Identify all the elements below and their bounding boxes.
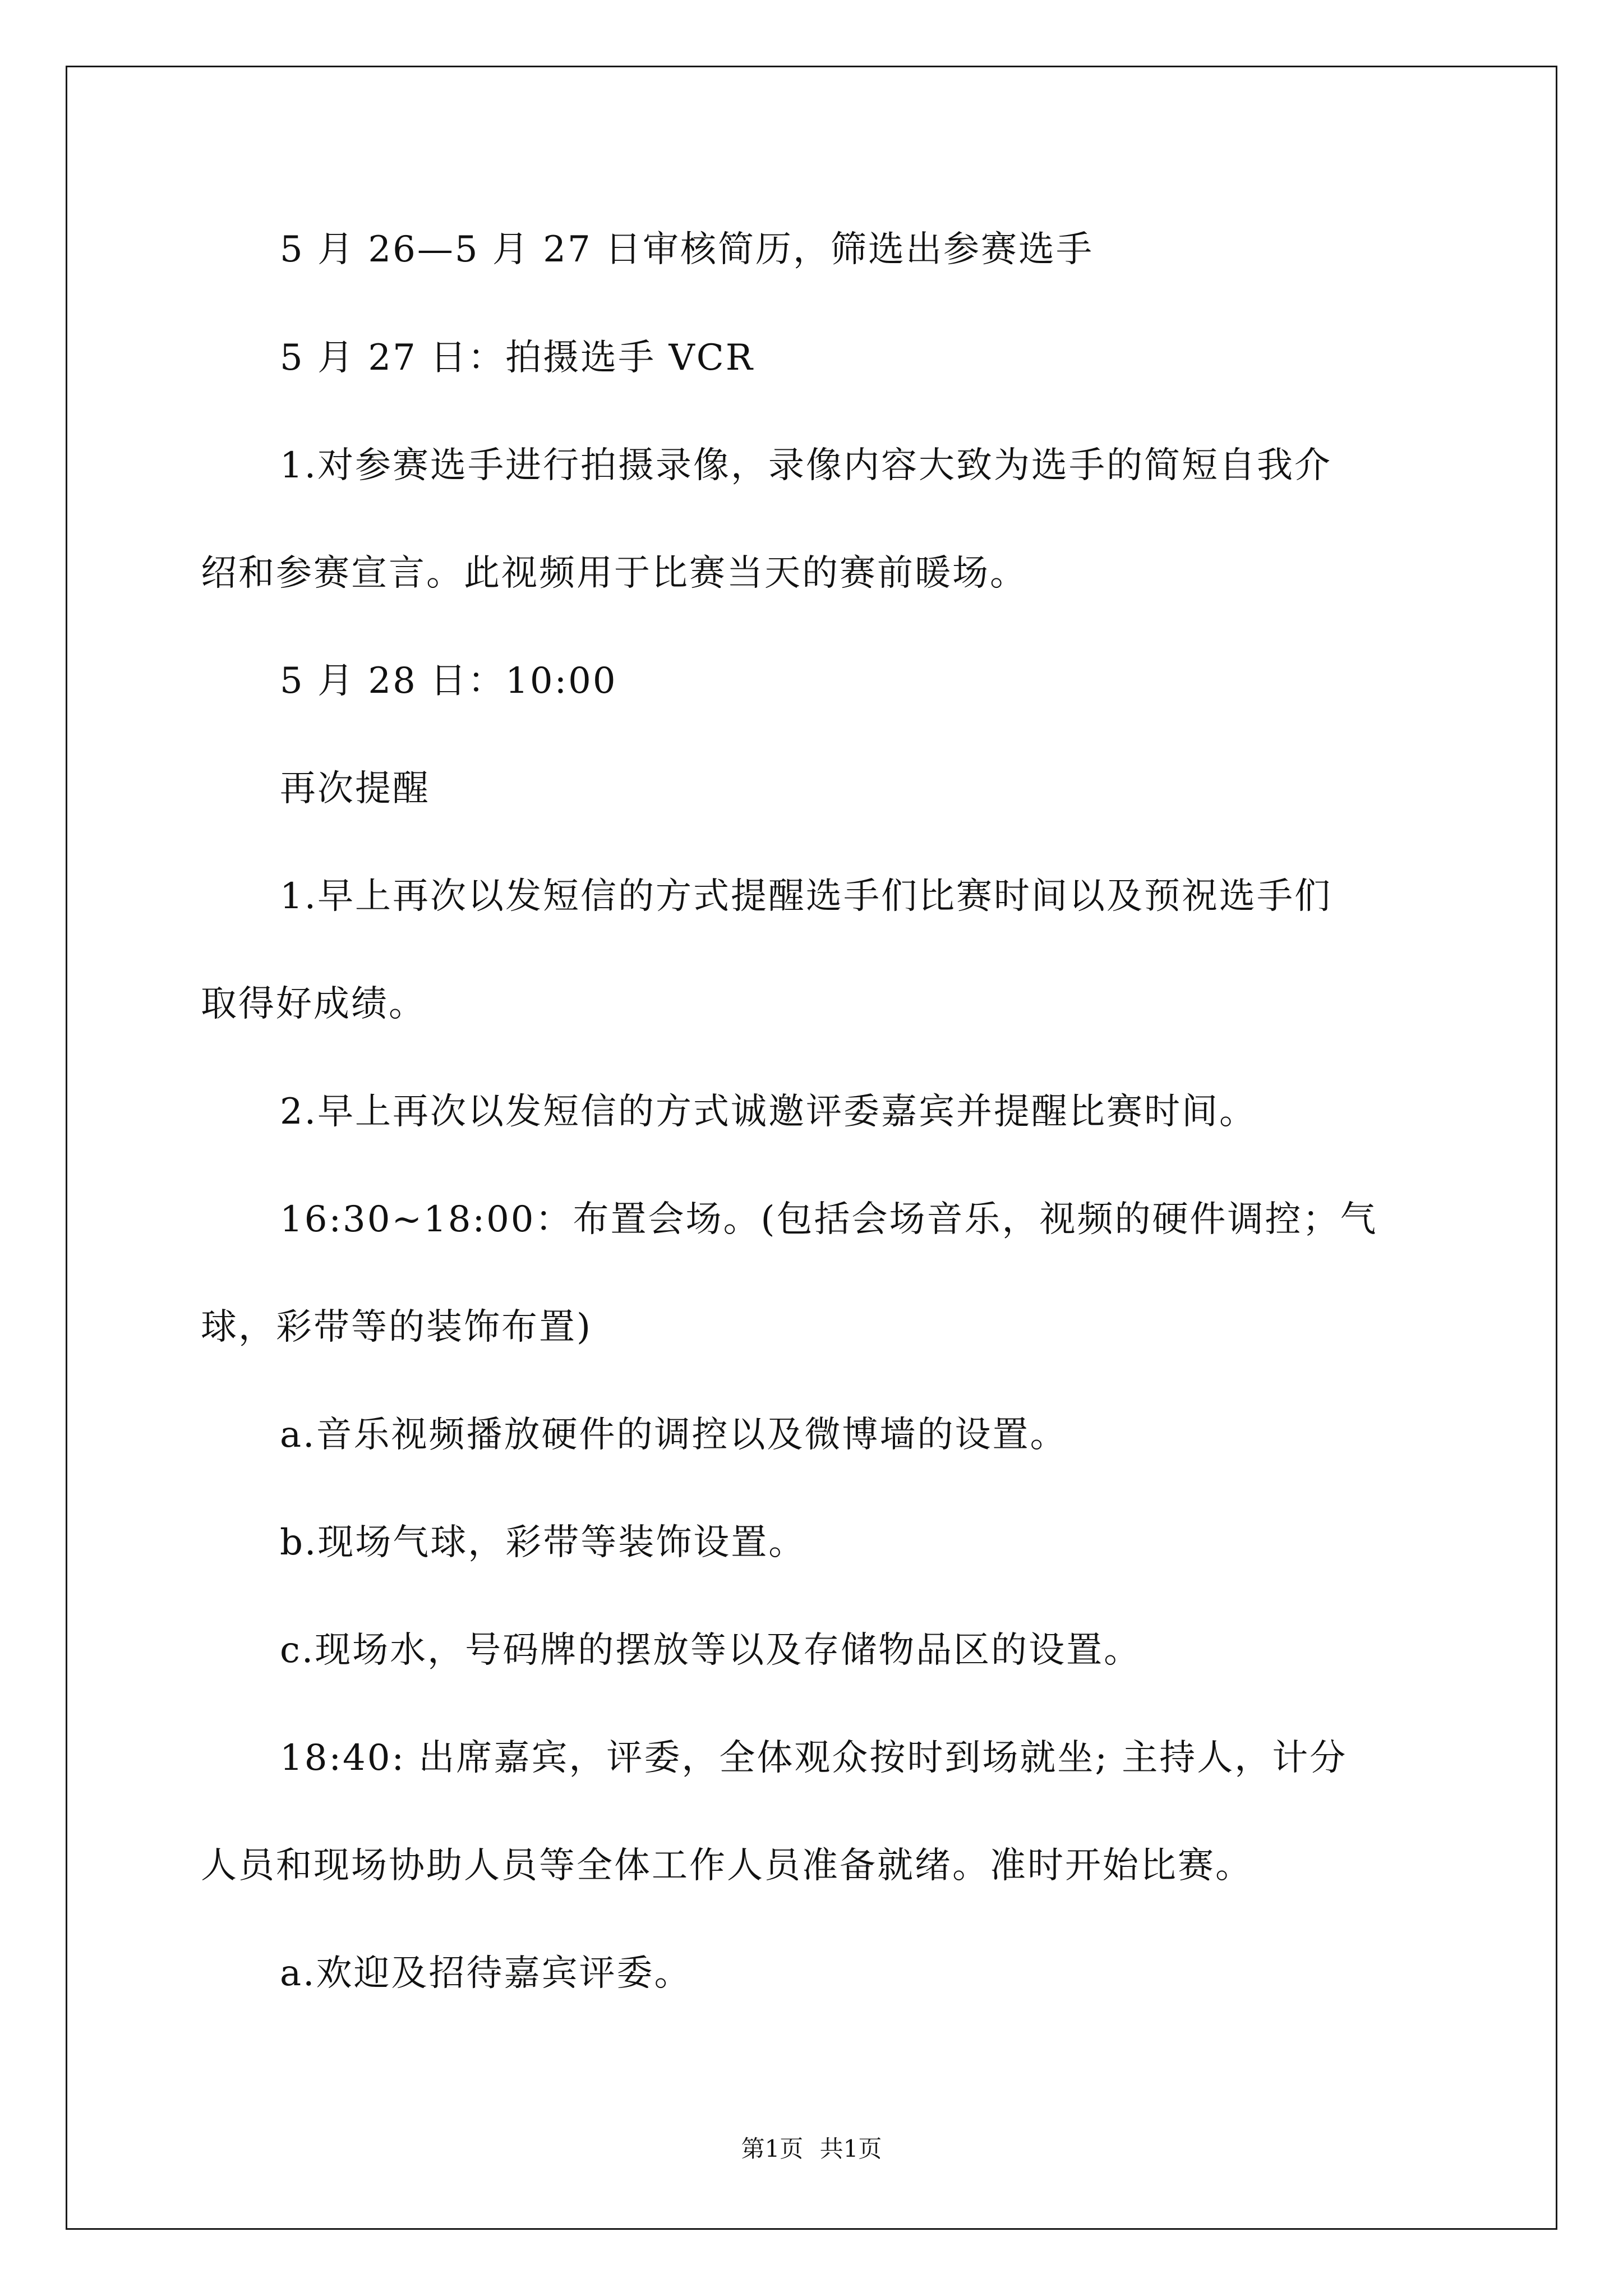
paragraph-vcr-item-1-cont: 绍和参赛宣言。此视频用于比赛当天的赛前暖场。 [201,553,1027,594]
paragraph-vcr-item-1: 1.对参赛选手进行拍摄录像，录像内容大致为选手的简短自我介 [280,445,1332,486]
schedule-line-may-28: 5 月 28 日：10:00 [280,660,617,702]
list-item-a-welcome: a.欢迎及招待嘉宾评委。 [280,1953,692,1994]
schedule-line-venue-setup: 16:30~18:00：布置会场。(包括会场音乐，视频的硬件调控；气 [280,1199,1378,1240]
page-border [66,66,1557,2230]
paragraph-reminder-item-2: 2.早上再次以发短信的方式诚邀评委嘉宾并提醒比赛时间。 [280,1091,1257,1133]
page-footer [0,2133,1623,2165]
section-heading-reminder: 再次提醒 [280,768,430,809]
schedule-line-1840: 18:40: 出席嘉宾，评委，全体观众按时到场就坐; 主持人，计分 [280,1737,1348,1779]
list-item-c-water-badges: c.现场水，号码牌的摆放等以及存储物品区的设置。 [280,1630,1142,1671]
schedule-line-1840-cont: 人员和现场协助人员等全体工作人员准备就绪。准时开始比赛。 [201,1845,1253,1887]
schedule-line-venue-setup-cont: 球，彩带等的装饰布置) [201,1306,592,1348]
list-item-b-decoration: b.现场气球，彩带等装饰设置。 [280,1522,806,1563]
schedule-line-vcr-date: 5 月 27 日：拍摄选手 VCR [280,337,754,379]
paragraph-reminder-item-1-cont: 取得好成绩。 [201,983,426,1025]
page-number-current: 第1页 [741,2135,804,2162]
page-number-total: 共1页 [819,2135,882,2162]
list-item-a-hardware: a.音乐视频播放硬件的调控以及微博墙的设置。 [280,1414,1068,1456]
schedule-line-resume-review: 5 月 26—5 月 27 日审核简历，筛选出参赛选手 [280,229,1094,270]
paragraph-reminder-item-1: 1.早上再次以发短信的方式提醒选手们比赛时间以及预祝选手们 [280,876,1332,917]
